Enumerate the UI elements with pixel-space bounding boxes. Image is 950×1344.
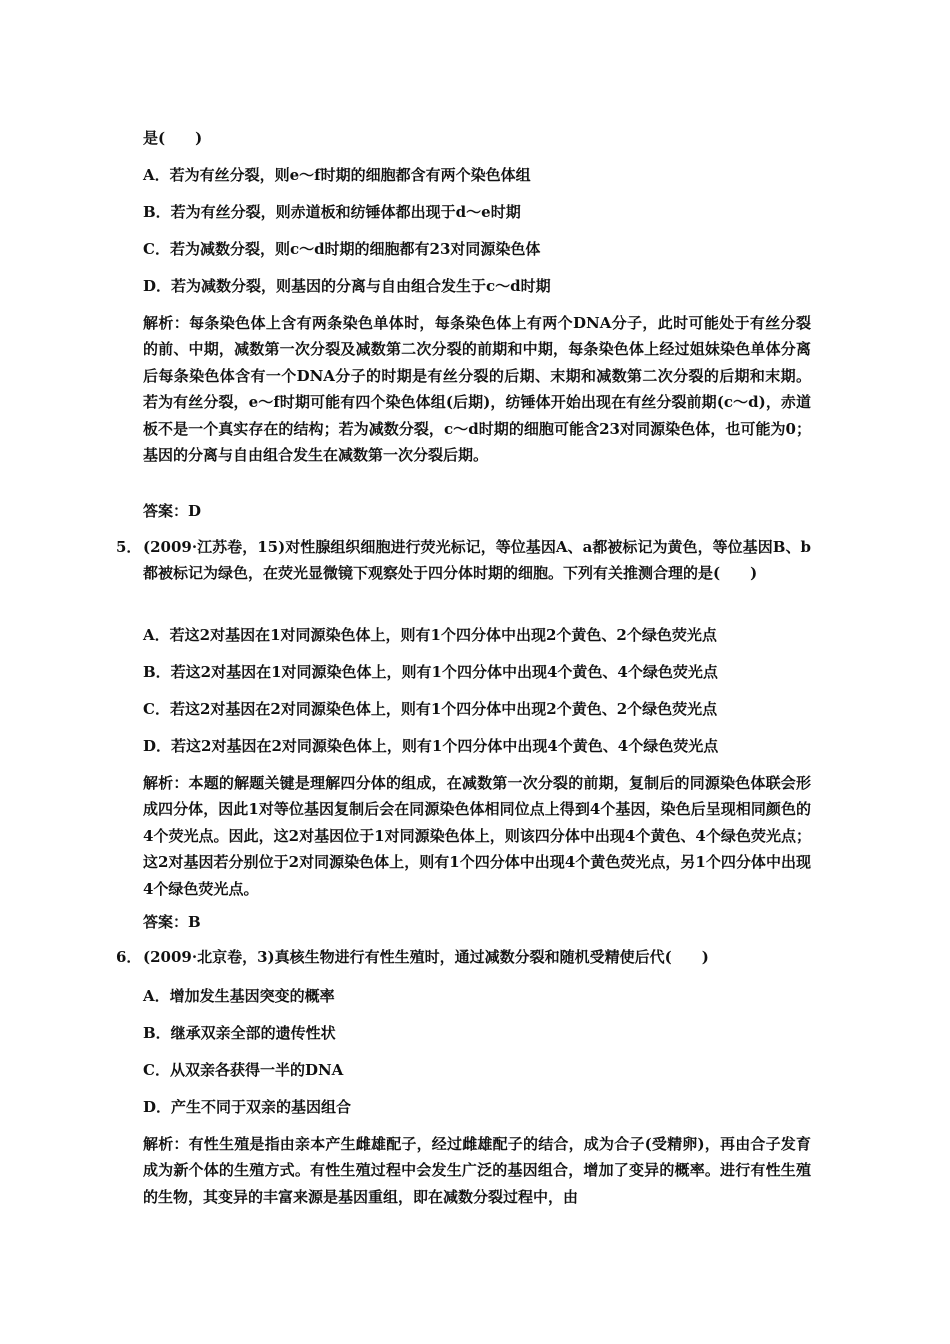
q6-stem: (2009·北京卷，3)真核生物进行有性生殖时，通过减数分裂和随机受精使后代( ) [143, 948, 709, 966]
q6-number: 6． [116, 948, 142, 966]
q4-option-d: D．若为减数分裂，则基因的分离与自由组合发生于c～d时期 [143, 277, 551, 295]
q5-option-c: C．若这2对基因在2对同源染色体上，则有1个四分体中出现2个黄色、2个绿色荧光点 [143, 700, 718, 718]
q5-answer: 答案：B [143, 913, 201, 931]
q5-number: 5． [116, 538, 142, 556]
q5-stem: (2009·江苏卷，15)对性腺组织细胞进行荧光标记，等位基因A、a都被标记为黄色，等位基因B、b都被标记为绿色，在荧光显微镜下观察处于四分体时期的细胞。下列有关推测合理的是( ) [143, 538, 811, 583]
q4-option-c: C．若为减数分裂，则c～d时期的细胞都有23对同源染色体 [143, 240, 541, 258]
q5-option-a: A．若这2对基因在1对同源染色体上，则有1个四分体中出现2个黄色、2个绿色荧光点 [143, 626, 717, 644]
q6-analysis: 解析：有性生殖是指由亲本产生雌雄配子，经过雌雄配子的结合，成为合子(受精卵)，再由合子发育成为新个体的生殖方式。有性生殖过程中会发生广泛的基因组合，增加了变异的概率。进行有性生殖的生物，其变异的丰富来源是基因重组，即在减数分裂过程中，由 [143, 1135, 811, 1206]
q5-analysis: 解析：本题的解题关键是理解四分体的组成，在减数第一次分裂的前期，复制后的同源染色体联会形成四分体，因此1对等位基因复制后会在同源染色体相同位点上得到4个基因，染色后呈现相同颜色的4个荧光点。因此，这2对基因位于1对同源染色体上，则该四分体中出现4个黄色、4个绿色荧光点；这2对基因若分别位于2对同源染色体上，则有1个四分体中出现4个黄色荧光点，另1个四分体中出现4个绿色荧光点。 [143, 774, 811, 898]
q5-option-d: D．若这2对基因在2对同源染色体上，则有1个四分体中出现4个黄色、4个绿色荧光点 [143, 737, 719, 755]
q4-option-a: A．若为有丝分裂，则e～f时期的细胞都含有两个染色体组 [143, 166, 531, 184]
q6-option-c: C．从双亲各获得一半的DNA [143, 1061, 344, 1079]
q6-option-a: A．增加发生基因突变的概率 [143, 987, 335, 1005]
q4-option-b: B．若为有丝分裂，则赤道板和纺锤体都出现于d～e时期 [143, 203, 521, 221]
q5-option-b: B．若这2对基因在1对同源染色体上，则有1个四分体中出现4个黄色、4个绿色荧光点 [143, 663, 718, 681]
q4-answer: 答案：D [143, 502, 202, 520]
q6-option-b: B．继承双亲全部的遗传性状 [143, 1024, 336, 1042]
q4-stem-tail: 是( ) [143, 129, 203, 147]
q6-option-d: D．产生不同于双亲的基因组合 [143, 1098, 352, 1116]
q4-analysis: 解析：每条染色体上含有两条染色单体时，每条染色体上有两个DNA分子，此时可能处于有丝分裂的前、中期，减数第一次分裂及减数第二次分裂的前期和中期，每条染色体上经过姐妹染色单体分离后每条染色体含有一个DNA分子的时期是有丝分裂的后期、末期和减数第二次分裂的后期和末期。若为有丝分裂，e～f时期可能有四个染色体组(后期)，纺锤体开始出现在有丝分裂前期(c～d)，赤道板不是一个真实存在的结构；若为减数分裂，c～d时期的细胞可能含23对同源染色体，也可能为0；基因的分离与自由组合发生在减数第一次分裂后期。 [143, 314, 811, 465]
